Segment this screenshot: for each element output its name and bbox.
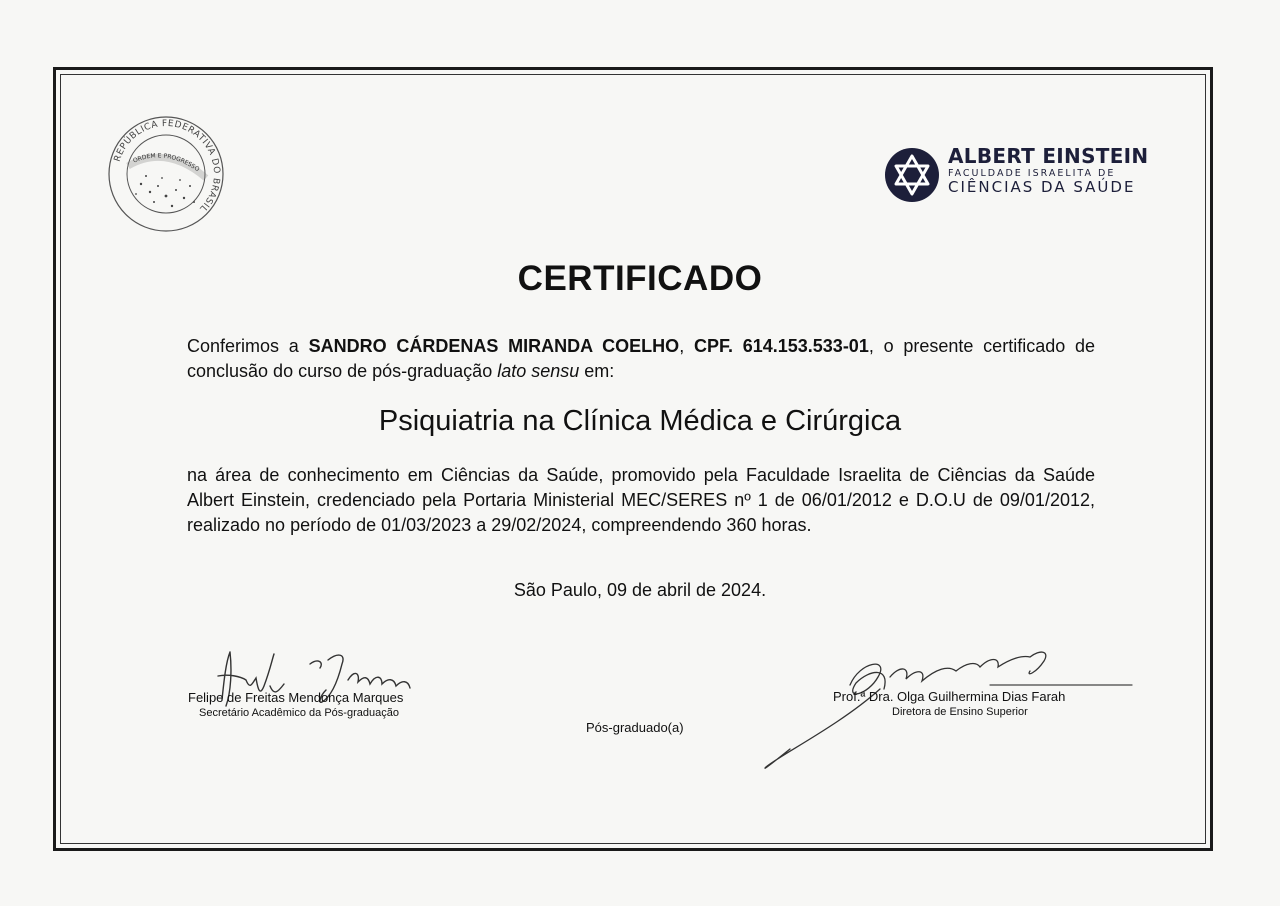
logo-subtitle: FACULDADE ISRAELITA DE (948, 168, 1116, 179)
intro-sep: , (679, 336, 694, 356)
logo-title: ALBERT EINSTEIN (948, 144, 1149, 168)
intro-italic: lato sensu (497, 361, 580, 381)
right-signer-role: Diretora de Ensino Superior (892, 706, 1028, 718)
certificate-title: CERTIFICADO (517, 259, 763, 298)
right-signer-name: Prof.ª Dra. Olga Guilhermina Dias Farah (833, 689, 1066, 704)
svg-text:ORDEM E PROGRESSO: ORDEM E PROGRESSO (132, 152, 201, 174)
graduate-name: SANDRO CÁRDENAS MIRANDA COELHO (308, 336, 680, 356)
intro-middle: , o presente certificado de conclusão do curso de pós-graduação (187, 336, 1096, 381)
brazil-seal-icon (106, 114, 226, 234)
details-paragraph: na área de conhecimento em Ciências da Saúde, promovido pela Faculdade Israelita de Ciências da Saúde Albert Einstein, credenciado pela Portaria Ministerial MEC/SERES nº 1 de 06/01/2012 e D.O.U de 09/01/2012, realizado no período de 01/03/2023 a 29/02/2024, compreendendo 360 horas. (187, 465, 1095, 535)
left-signer-role: Secretário Acadêmico da Pós-graduação (199, 707, 399, 719)
logo-subtitle-2: CIÊNCIAS DA SAÚDE (948, 178, 1136, 196)
albert-einstein-logo (884, 145, 1174, 207)
intro-suffix: em: (579, 361, 615, 381)
intro-prefix: Conferimos a (187, 336, 309, 356)
issue-date: São Paulo, 09 de abril de 2024. (513, 580, 767, 600)
svg-text:REPÚBLICA FEDERATIVA DO BRASIL: REPÚBLICA FEDERATIVA DO BRASIL (112, 118, 222, 214)
left-signer-name: Felipe de Freitas Mendonça Marques (188, 690, 404, 705)
graduate-signature-label: Pós-graduado(a) (586, 720, 684, 735)
intro-paragraph (187, 334, 1095, 384)
graduate-cpf: CPF. 614.153.533-01 (693, 336, 869, 356)
star-of-david-icon (884, 147, 940, 203)
course-name: Psiquiatria na Clínica Médica e Cirúrgica (378, 405, 902, 437)
